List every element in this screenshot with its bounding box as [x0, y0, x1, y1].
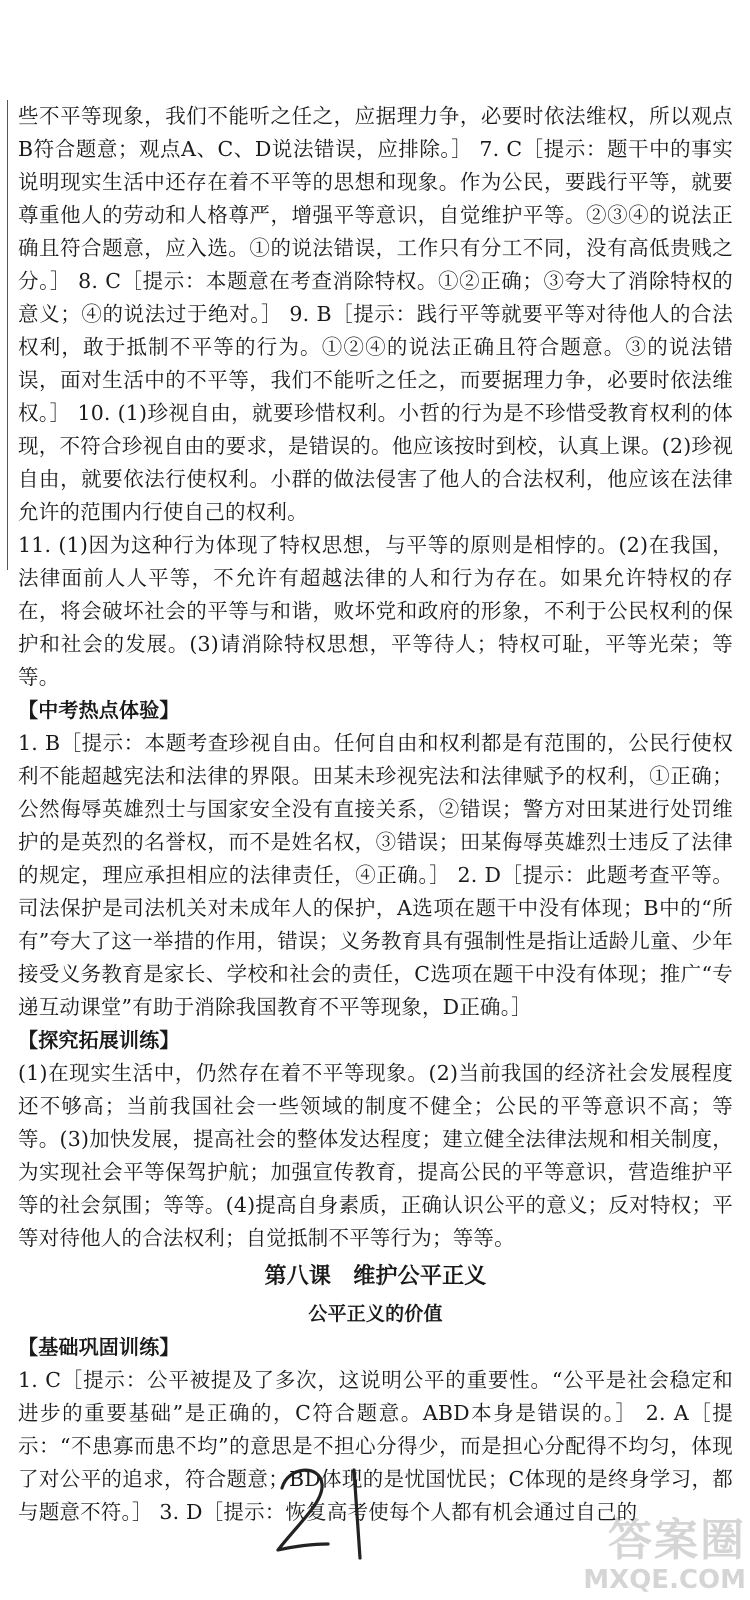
chapter-title: 第八课 维护公平正义	[264, 1264, 487, 1289]
section-explore-text: (1)在现实生活中，仍然存在着不平等现象。(2)当前我国的经济社会发展程度还不够高；当前我国社会一些领域的制度不健全；公民的平等意识不高；等等。(3)加快发展，提高社会的整体发达程度；建立健全法律法规和相关制度，为实现社会平等保驾护航；加强宣传教育，提高公民的平等意识，营造维护平等的社会氛围；等等。(4)提高自身素质，正确认识公平的意义；反对特权；平等对待他人的合法权利；自觉抵制不平等行为；等等。	[18, 1061, 733, 1250]
watermark	[546, 1516, 746, 1596]
answer-page-content	[18, 100, 733, 1529]
section-exam-text: 1. B［提示：本题考查珍视自由。任何自由和权利都是有范围的，公民行使权利不能超越宪法和法律的界限。田某未珍视宪法和法律赋予的权利，①正确；公然侮辱英雄烈士与国家安全没有直接关系，②错误；警方对田某进行处罚维护的是英烈的名誉权，而不是姓名权，③错误；田某侮辱英雄烈士违反了法律的规定，理应承担相应的法律责任，④正确。］ 2. D［提示：此题考查平等。司法保护是司法机关对未成年人的保护，A选项在题干中没有体现；B中的“所有”夸大了这一举措的作用，错误；义务教育具有强制性是指让适龄儿童、少年接受义务教育是家长、学校和社会的责任，C选项在题干中没有体现；推广“专递互动课堂”有助于消除我国教育不平等现象，D正确。］	[18, 731, 733, 1019]
watermark-url: MXQE.COM	[583, 1565, 746, 1595]
section-basic-text: 1. C［提示：公平被提及了多次，这说明公平的重要性。“公平是社会稳定和进步的重要基础”是正确的，C符合题意。ABD本身是错误的。］ 2. A［提示：“不患寡而患不均”的意思是不担心分得少，而是担心分配得不均匀，体现了对公平的追求，符合题意；BD体现的是忧国忧民；C体现的是终身学习，都与题意不符。］ 3. D［提示：恢复高考使每个人都有机会通过自己的	[18, 1368, 733, 1524]
section-heading-exam: 【中考热点体验】	[18, 698, 180, 722]
handwritten-page-number-drawing	[268, 1458, 388, 1568]
section-heading-basic: 【基础巩固训练】	[18, 1335, 180, 1359]
margin-rule	[7, 100, 8, 570]
section-heading-explore: 【探究拓展训练】	[18, 1028, 180, 1052]
answer-paragraph-1: 些不平等现象，我们不能听之任之，应据理力争，必要时依法维权，所以观点B符合题意；观点A、C、D说法错误，应排除。］ 7. C［提示：题干中的事实说明现实生活中还存在着不平等的思想和现象。作为公民，要践行平等，就要尊重他人的劳动和人格尊严，增强平等意识，自觉维护平等。②③④的说法正确且符合题意，应入选。①的说法错误，工作只有分工不同，没有高低贵贱之分。］ 8. C［提示：本题意在考查消除特权。①②正确；③夸大了消除特权的意义；④的说法过于绝对。］ 9. B［提示：践行平等就要平等对待他人的合法权利，敢于抵制不平等的行为。①②④的说法正确且符合题意。③的说法错误，面对生活中的不平等，我们不能听之任之，而要据理力争，必要时依法维权。］ 10. (1)珍视自由，就要珍惜权利。小哲的行为是不珍惜受教育权利的体现，不符合珍视自由的要求，是错误的。他应该按时到校，认真上课。(2)珍视自由，就要依法行使权利。小群的做法侵害了他人的合法权利，他应该在法律允许的范围内行使自己的权利。	[18, 104, 733, 524]
answer-paragraph-11: 11. (1)因为这种行为体现了特权思想，与平等的原则是相悖的。(2)在我国，法律面前人人平等，不允许有超越法律的人和行为存在。如果允许特权的存在，将会破坏社会的平等与和谐，败坏党和政府的形象，不利于公民权利的保护和社会的发展。(3)请消除特权思想，平等待人；特权可耻，平等光荣；等等。	[18, 533, 733, 689]
watermark-logo: 答案圈	[608, 1515, 746, 1566]
lesson-title: 公平正义的价值	[308, 1303, 443, 1325]
handwritten-page-number	[268, 1458, 388, 1568]
